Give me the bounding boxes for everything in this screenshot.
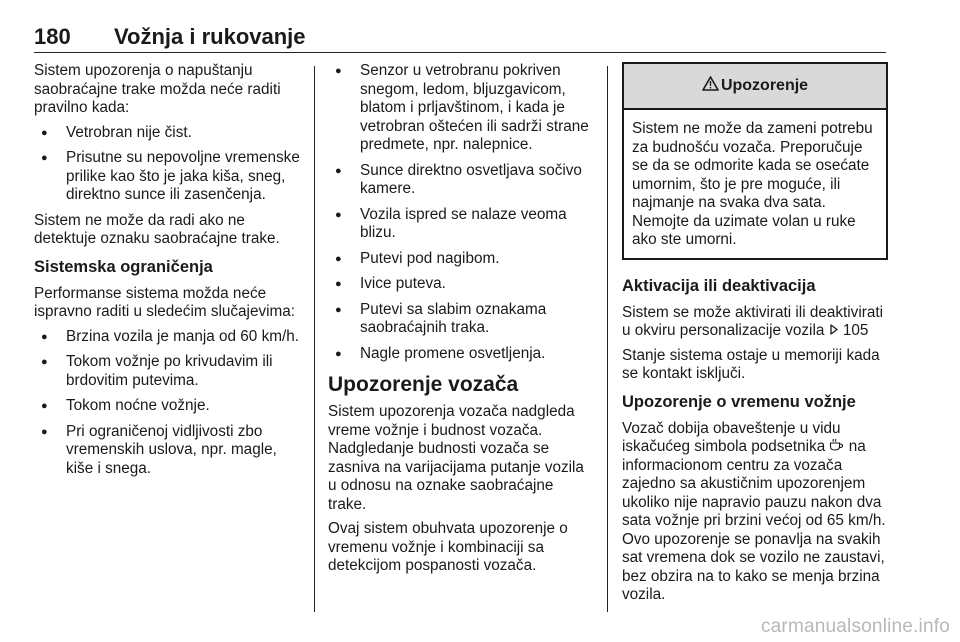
paragraph: Sistem upozorenja vozača nadgleda vreme vožnje i budnost vozača. Nadgledanje budnosti vozača se zasniva na varijacijama putanje vozila u odnosu na oznake saobraćajne trake.: [328, 403, 584, 513]
paragraph: Sistem ne može da radi ako ne detektuje oznaku saobraćajne trake.: [34, 211, 280, 247]
section-heading: Upozorenje o vremenu vožnje: [622, 392, 856, 411]
list-item: ● Nagle promene osvetljenja.: [328, 345, 594, 364]
warning-body: [624, 110, 886, 258]
column-2: [328, 62, 594, 582]
limitations-list-continued: [328, 62, 594, 363]
list-item: ● Putevi pod nagibom.: [328, 250, 594, 269]
list-item: ● Putevi sa slabim oznakama saobraćajnih traka.: [328, 301, 594, 338]
watermark: carmanualsonline.info: [760, 616, 950, 637]
page-reference-link[interactable]: 105: [842, 322, 869, 339]
warning-header: [624, 64, 886, 110]
paragraph: Stanje sistema ostaje u memoriji kada se kontakt isključi.: [622, 346, 880, 382]
column-divider: [314, 66, 315, 612]
page-reference-icon: [829, 322, 843, 339]
list-item: ● Ivice puteva.: [328, 275, 594, 294]
warning-text: Sistem ne može da zameni potrebu za budnošću vozača. Preporučuje se da se odmorite kada se osećate umornim, što je pre moguće, ili najmanje na svaka dva sata. Nemojte da uzimate volan u ruke ako ste umorni.: [632, 120, 873, 248]
coffee-cup-icon: [829, 438, 848, 455]
intro-paragraph: Sistem upozorenja o napuštanju saobraćajne trake možda neće raditi pravilno kada:: [34, 62, 281, 116]
list-item: ● Prisutne su nepovoljne vremenske prilike kao što je jaka kiša, sneg, direktno sunce ili zasenčenja.: [34, 149, 300, 205]
list-item: ● Brzina vozila je manja od 60 km/h.: [34, 328, 300, 347]
paragraph: [622, 304, 888, 341]
list-item: ● Senzor u vetrobranu pokriven snegom, ledom, bljuzgavicom, blatom i prljavštinom, i kada je vetrobran oštećen ili sadrži strane predmete, npr. nalepnice.: [328, 62, 594, 155]
paragraph-text: na informacionom centru za vozača zajedno sa akustičnim upozorenjem ukoliko nije napravio pauzu nakon dva sata vožnje pri brzini većoj od 65 km/h. Ovo upozorenje se ponavlja na svakih sat vremena dok se vozilo ne zaustavi, bez obzira na to kako se menja brzina vozila.: [622, 438, 886, 603]
section-heading: Upozorenje vozača: [328, 373, 519, 396]
warning-title: Upozorenje: [720, 77, 809, 94]
limitations-list: [34, 328, 300, 479]
page-number: 180: [34, 24, 71, 49]
warning-triangle-icon: [702, 76, 719, 96]
list-item: ● Vozila ispred se nalaze veoma blizu.: [328, 206, 594, 243]
conditions-list: [34, 124, 300, 205]
paragraph: [622, 420, 888, 605]
paragraph: Ovaj sistem obuhvata upozorenje o vremenu vožnje i kombinaciji sa detekcijom pospanosti vozača.: [328, 520, 568, 574]
warning-box: [622, 62, 888, 260]
paragraph-text: Sistem se može aktivirati ili deaktivirati u okviru personalizacije vozila: [622, 303, 883, 339]
page-header: [34, 18, 886, 53]
paragraph: Performanse sistema možda neće ispravno raditi u sledećim slučajevima:: [34, 284, 296, 320]
list-item: ● Vetrobran nije čist.: [34, 124, 300, 143]
list-item: ● Sunce direktno osvetljava sočivo kamere.: [328, 162, 594, 199]
list-item: ● Tokom vožnje po krivudavim ili brdovitim putevima.: [34, 353, 300, 390]
column-1: [34, 62, 300, 485]
section-heading: Aktivacija ili deaktivacija: [622, 276, 816, 295]
chapter-title: Vožnja i rukovanje: [114, 24, 306, 49]
column-divider: [607, 66, 608, 612]
list-item: ● Pri ograničenoj vidljivosti zbo vremenskih uslova, npr. magle, kiše i snega.: [34, 423, 300, 479]
paragraph-text: Vozač dobija obaveštenje u vidu iskačućeg simbola podsetnika: [622, 419, 841, 455]
list-item: ● Tokom noćne vožnje.: [34, 397, 300, 416]
section-heading: Sistemska ograničenja: [34, 257, 213, 276]
column-3: [622, 62, 888, 611]
